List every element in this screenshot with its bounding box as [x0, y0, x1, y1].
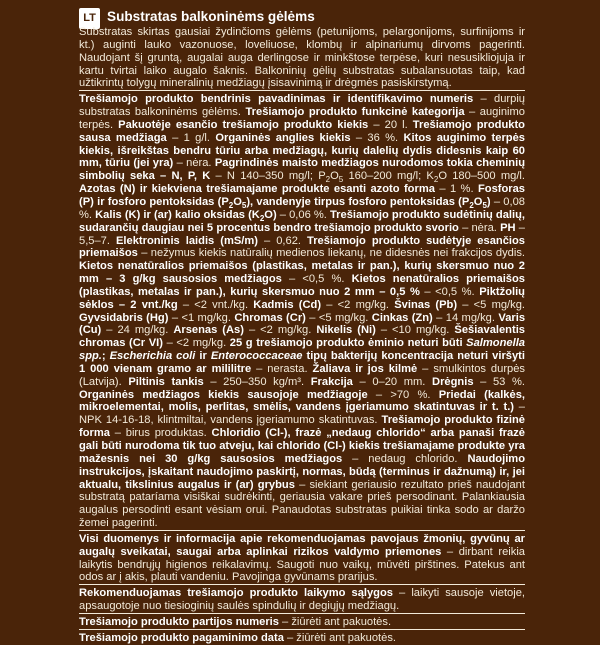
- safety-paragraph: [79, 533, 525, 585]
- k2o-sub: 2: [433, 175, 439, 185]
- phosphorus-label-c: ), vandenyje tirpus fosforo pentoksidas (P: [246, 195, 470, 208]
- storage-paragraph: [79, 587, 525, 614]
- storage-label: Rekomenduojamas trešiamojo produkto laikymo sąlygos: [79, 587, 393, 600]
- phosphorus-sub-3: 2: [469, 201, 474, 211]
- safety-value: – dirbant reikia laikytis bendrųjų higienos reikalavimų. Saugoti nuo vaikų, mūvėti pirštines. Patekus ant odos ar į akis, plauti vandeniu. Pavojinga gyvūnams prarijus.: [79, 545, 525, 584]
- inert2-value: – <0,5 %.: [419, 285, 480, 298]
- pathogen-label-b: ;: [101, 350, 110, 363]
- potassium-value: – 0,06 %.: [276, 208, 330, 221]
- ec-value: – 0,62.: [258, 234, 307, 247]
- phosphorus-sub-2: 5: [241, 201, 247, 211]
- cd-label: Kadmis (Cd): [253, 298, 322, 311]
- nutrients-value-a: – N 140–350 mg/l; P: [210, 170, 326, 183]
- particles-label: Kitos auginimo terpės kiekis, išreikštas bendru tūriu arba medžiagų, kurių dalelių dydis didesnis kaip 60 mm, tūriu (jei yra): [79, 131, 525, 170]
- volume-value: – 20 l.: [368, 118, 413, 131]
- moisture-value: – 53 %.: [473, 375, 525, 388]
- cr6-label: Šešiavalentis chromas (Cr VI): [79, 324, 525, 350]
- date-value: – žiūrėti ant pakuotės.: [283, 631, 396, 644]
- language-badge: LT: [79, 8, 100, 29]
- zn-label: Cinkas (Zn): [371, 311, 433, 324]
- nutrients-value-b: 160–200 mg/l; K: [343, 170, 434, 183]
- chloride-value: – nedaug chlorido.: [342, 452, 468, 465]
- nitrogen-value: – 1 %.: [434, 183, 478, 196]
- salmonella-name: Salmonella spp.: [79, 337, 525, 363]
- batch-label: Trešiamojo produkto partijos numeris: [79, 615, 279, 628]
- batch-paragraph: [79, 616, 525, 630]
- o5-text: O: [330, 170, 339, 183]
- nutrients-label: Pagrindinės maisto medžiagos nurodomos tokia cheminių simbolių seka – N, P, K: [79, 157, 525, 183]
- dry-matter-label: Trešiamojo produkto sausa medžiaga: [79, 118, 525, 144]
- storage-value: – laikyti sausoje vietoje, apsaugotoje nuo tiesioginių saulės spindulių ir degiųjų medžiagų.: [79, 587, 525, 613]
- organic-carbon-value: – 36 %.: [350, 131, 404, 144]
- category-value: – auginimo terpės.: [79, 106, 525, 131]
- as-value: – <2 mg/kg.: [243, 324, 317, 337]
- organic-matter-value: – >70 %.: [367, 388, 439, 401]
- pathogen-label-a: 25 g trešiamojo produkto ėminio neturi būti: [229, 337, 467, 350]
- batch-value: – žiūrėti ant pakuotės.: [278, 615, 392, 628]
- phosphorus-sub-4: 5: [482, 201, 487, 211]
- zn-value: – 14 mg/kg.: [432, 311, 499, 324]
- pathogen-label-d: tipų bakterijų koncentracija neturi viršyti 1 000 vienam gramo ar mililitre: [79, 350, 525, 375]
- nitrogen-label: Azotas (N) ir kiekvienа trešiamajame produkte esanti azoto forma: [79, 183, 435, 196]
- phosphorus-label-a: Fosforas (P) ir fosforo pentoksidas (P: [79, 183, 526, 208]
- phosphorus-value: – 0,08 %.: [79, 195, 525, 221]
- fraction-label: Frakcija: [310, 375, 353, 388]
- spec-paragraph: [79, 93, 525, 531]
- seeds-value: – <2 vnt./kg.: [177, 298, 254, 311]
- dry-matter-value: – 1 g/l.: [166, 131, 216, 144]
- date-label: Trešiamojo produkto pagaminimo data: [79, 631, 284, 644]
- category-label: Trešiamojo produkto funkcinė kategorija: [245, 106, 465, 119]
- inert2-label: Kietos nenatūralios priemaišos (plastikas, metalas ir pan.), kurių skersmuo nuo 2 mm – 0,5 %: [79, 273, 525, 298]
- ecoli-name: Escherichia coli: [109, 350, 196, 363]
- chloride-label: Chloridio (Cl-), frazė „nedaug chlorido“ arba panaši frazė gali būti nurodoma tik tuo atveju, kai chlorido (Cl-) kiekis trešiamajame produkte yra mažesnis nei 30 g/kg sausosios medžiagos: [79, 427, 525, 465]
- potassium-label: [95, 208, 277, 224]
- intro-paragraph: Substratas skirtas gausiai žydinčioms gėlėms (petunijoms, pelargonijoms, surfinijoms ir kt.) auginti lauko vazonuose, loveliuose, klombų ir alpinariumų dirvoms pagerinti. Naudojant šį gruntą, augalai auga derlingose ir minkštose terpėse, kuri nesusikliojuja ir kartu tvirtai laiko augalo šaknis. Balkoninių gėlių substratas subalansuotas taip, kad užtikrintų tolygų mineralinių medžiagų įsisavinimą ir drėgmės pasiskirstymą.: [79, 26, 525, 90]
- pathogen-value: – nerasta.: [251, 362, 313, 375]
- as-label: Arsenas (As): [173, 324, 244, 337]
- potassium-sub: 2: [259, 214, 265, 224]
- additives-value: – NPK 14-16-18, klintmiltai, vandens įgeriamumo skatintuvas.: [79, 401, 525, 427]
- components-value: – nėra.: [458, 221, 501, 234]
- density-value: – 250–350 kg/m³.: [203, 375, 311, 388]
- inert-label: Kietos nenatūralios priemaišos (plastikas, metalas ir pan.), kurių skersmuo nuo 2 mm – 3 g/kg sausosios medžiagos: [79, 260, 525, 286]
- cr-label: Chromas (Cr): [234, 311, 306, 324]
- ni-label: Nikelis (Ni): [316, 324, 376, 337]
- admixture-label: Trešiamojo produkto sudėtyje esančios priemaišos: [79, 234, 525, 260]
- pb-label: Švinas (Pb): [394, 298, 458, 311]
- inert-value: – <0,5 %.: [281, 273, 352, 286]
- cd-value: – <2 mg/kg.: [321, 298, 395, 311]
- volume-label: Pakuotėje esančio trešiamojo produkto kiekis: [118, 118, 369, 131]
- phosphorus-label-d: O: [473, 195, 483, 208]
- pathogen-label-c: ir: [195, 350, 211, 363]
- safety-label: Visi duomenys ir informacija apie rekomenduojamas pavojaus žmonių, gyvūnų ar augalų sveikatai, saugai arba aplinkai rizikos valdymo priemones: [79, 532, 525, 558]
- id-label: Trešiamojo produkto bendrinis pavadinimas ir identifikavimo numeris: [79, 93, 474, 106]
- ph-label: PH: [500, 221, 516, 234]
- instructions-value: – siekiant geriausio rezultato prieš naudojant substratą pataríama visiškai sudrėkinti, geriausia vakare prieš persodinant. Palankiausia augalus persodinti esant vėsiam orui. Panaudotas substratas puikiai tinka sodo ar daržo žemei pagerinti.: [79, 478, 525, 530]
- form-label: Trešiamojo produkto fizinė forma: [79, 414, 526, 440]
- ph-value: – 5,5–7.: [79, 221, 525, 247]
- organic-carbon-label: Organinės anglies kiekis: [215, 131, 351, 144]
- seeds-label: Piktžolių sėklos – 2 vnt./kg: [79, 285, 525, 311]
- nutrients-value-c: O 180–500 mg/l.: [438, 170, 525, 183]
- pb-value: – <5 mg/kg.: [457, 298, 526, 311]
- p2o5-sub: 2: [325, 175, 331, 185]
- id-value: – durpių substratas balkoninėms gėlėms.: [79, 93, 525, 119]
- hg-label: Gyvsidabris (Hg): [79, 311, 169, 324]
- date-paragraph: [79, 632, 525, 645]
- fraction-value: – 0–20 mm.: [352, 375, 433, 388]
- admixture-value: – nežymus kiekis natūralių medienos liekanų, ne didesnės nei frakcijos dydis.: [137, 247, 525, 260]
- hg-value: – <1 mg/kg.: [168, 311, 235, 324]
- cu-value: – 24 mg/kg.: [101, 324, 174, 337]
- moisture-label: Drėgnis: [432, 375, 474, 388]
- phosphorus-label-b: O: [233, 195, 242, 208]
- ni-value: – <10 mg/kg.: [375, 324, 455, 337]
- phosphorus-label-e: ): [486, 195, 491, 208]
- entero-name: Enterococcaceae: [210, 350, 303, 363]
- potassium-label-b: O): [264, 208, 277, 221]
- ec-label: Elektroninis laidis (mS/m): [115, 234, 258, 247]
- page-title: Substratas balkoninėms gėlėms: [107, 9, 315, 24]
- potassium-label-a: Kalis (K) ir (ar) kalio oksidas (K: [95, 208, 260, 221]
- organic-matter-label: Organinės medžiagos kiekis sausojoje medžiagoje: [79, 388, 368, 401]
- raw-material-label: Žaliava ir jos kilmė: [312, 362, 418, 375]
- label-body: [79, 26, 525, 645]
- cr-value: – <5 mg/kg.: [305, 311, 372, 324]
- form-value: – birus produktas.: [109, 427, 207, 440]
- cr6-value: – <2 mg/kg.: [163, 337, 230, 350]
- additives-label: Priedai (kalkės, mikroelementai, molis, perlitas, smėlis, vandens įgeriamumo skatintuvas ir t. t.): [79, 388, 525, 414]
- components-label: Trešiamojo produkto sudėtinių dalių, sudarančių daugiau nei 5 procentus bendro trešiamojo produkto svorio: [79, 208, 525, 234]
- p2o5-sub2: 5: [338, 175, 344, 185]
- density-label: Piltinis tankis: [128, 375, 204, 388]
- raw-material-value: – smulkintos durpės (Latvija).: [79, 362, 525, 388]
- instructions-label: Naudojimo instrukcijos, įskaitant naudojimo paskirtį, normas, būdą (terminus ir dažnumą) ir, jei aktualu, tikslinius augalus ir (ar) grybus: [79, 452, 525, 491]
- cu-label: Varis (Cu): [79, 311, 526, 337]
- particles-value: – nėra.: [173, 157, 215, 170]
- phosphorus-sub-1: 2: [228, 201, 234, 211]
